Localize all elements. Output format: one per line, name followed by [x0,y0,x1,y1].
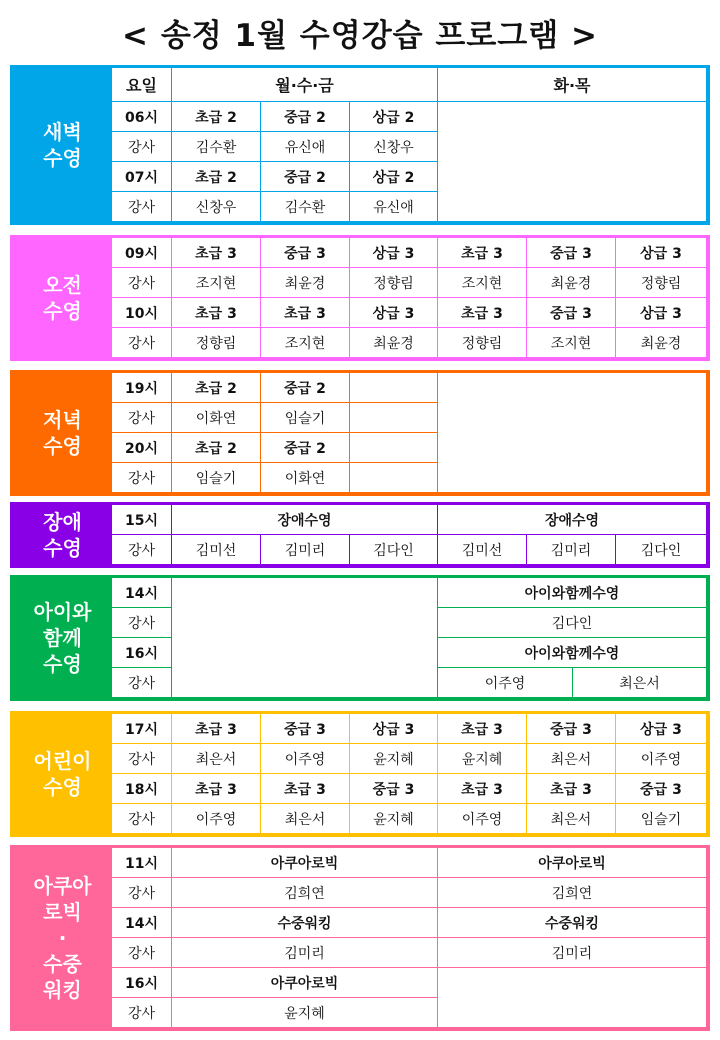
header-tt: 화·목 [438,68,707,102]
instructor-cell: 김미리 [438,938,707,968]
class-level-cell: 중급 2 [261,162,350,192]
class-level-cell: 상급 3 [350,238,438,268]
instructor-cell: 최윤경 [261,268,350,298]
class-level-cell: 중급 3 [261,714,350,744]
class-level-cell: 상급 2 [350,162,438,192]
class-level-cell: 초급 2 [172,162,261,192]
time-cell: 10시 [112,298,172,328]
instructor-cell [350,403,438,433]
instructor-cell: 유신애 [261,132,350,162]
instructor-cell: 이화연 [261,463,350,493]
class-level-cell: 중급 3 [527,238,616,268]
class-level-cell: 중급 2 [261,373,350,403]
instructor-cell: 조지현 [172,268,261,298]
time-cell: 07시 [112,162,172,192]
instructor-cell: 조지현 [261,328,350,358]
section-label: 저녁 수영 [13,373,112,493]
class-level-cell: 장애수영 [172,505,438,535]
time-cell: 14시 [112,578,172,608]
time-cell: 강사 [112,192,172,222]
class-level-cell: 중급 3 [616,774,707,804]
section-label: 새벽 수영 [13,68,112,222]
instructor-cell: 김미선 [438,535,527,565]
class-level-cell: 수중워킹 [438,908,707,938]
time-cell: 강사 [112,804,172,834]
instructor-cell: 최은서 [527,744,616,774]
instructor-cell: 정향림 [616,268,707,298]
page-title: < 송정 1월 수영강습 프로그램 > [122,18,598,54]
time-cell: 강사 [112,463,172,493]
instructor-cell: 윤지혜 [350,804,438,834]
instructor-cell: 최윤경 [527,268,616,298]
instructor-cell: 이주영 [172,804,261,834]
class-level-cell: 상급 3 [616,238,707,268]
class-level-cell: 초급 2 [172,373,261,403]
instructor-cell: 정향림 [350,268,438,298]
instructor-cell: 정향림 [438,328,527,358]
instructor-cell: 김수환 [172,132,261,162]
instructor-cell: 김다인 [350,535,438,565]
time-cell: 강사 [112,938,172,968]
class-level-cell: 초급 3 [172,714,261,744]
class-level-cell: 상급 3 [616,298,707,328]
time-cell: 14시 [112,908,172,938]
instructor-cell: 최은서 [172,744,261,774]
class-level-cell: 중급 3 [261,238,350,268]
program-section [10,575,710,701]
header-mwf: 월·수·금 [172,68,438,102]
section-label: 어린이 수영 [13,714,112,834]
instructor-cell: 김희연 [172,878,438,908]
instructor-cell: 김희연 [438,878,707,908]
instructor-cell: 이화연 [172,403,261,433]
time-cell: 06시 [112,102,172,132]
instructor-cell [350,463,438,493]
class-level-cell: 초급 3 [172,298,261,328]
instructor-cell: 윤지혜 [172,998,438,1028]
class-level-cell: 상급 3 [350,714,438,744]
class-level-cell [350,433,438,463]
class-level-cell: 초급 3 [438,774,527,804]
instructor-cell: 임슬기 [261,403,350,433]
instructor-cell: 윤지혜 [350,744,438,774]
class-level-cell: 수중워킹 [172,908,438,938]
program-section [10,65,710,225]
program-section [10,711,710,837]
instructor-cell: 유신애 [350,192,438,222]
instructor-cell: 이주영 [438,804,527,834]
time-cell: 15시 [112,505,172,535]
class-level-cell: 중급 3 [350,774,438,804]
instructor-cell: 이주영 [616,744,707,774]
instructor-cell: 김미리 [261,535,350,565]
instructor-cell: 김미선 [172,535,261,565]
section-label: 아쿠아 로빅 · 수중 워킹 [13,848,112,1028]
class-level-cell: 아쿠아로빅 [172,968,438,998]
instructor-cell: 김다인 [438,608,707,638]
section-label: 장애 수영 [13,505,112,565]
time-cell: 20시 [112,433,172,463]
class-level-cell: 초급 2 [172,102,261,132]
class-level-cell: 상급 3 [616,714,707,744]
time-cell: 18시 [112,774,172,804]
class-level-cell: 상급 2 [350,102,438,132]
empty-block [438,968,707,1028]
class-level-cell: 초급 3 [438,298,527,328]
instructor-cell: 최은서 [573,668,707,698]
time-cell: 16시 [112,968,172,998]
class-level-cell: 아쿠아로빅 [438,848,707,878]
class-level-cell: 초급 3 [527,774,616,804]
instructor-cell: 임슬기 [172,463,261,493]
instructor-cell: 김미리 [527,535,616,565]
time-cell: 강사 [112,403,172,433]
class-level-cell: 초급 3 [438,714,527,744]
instructor-cell: 조지현 [527,328,616,358]
time-cell: 강사 [112,328,172,358]
class-level-cell: 중급 3 [527,714,616,744]
class-level-cell: 초급 3 [172,774,261,804]
time-cell: 강사 [112,608,172,638]
class-level-cell: 초급 3 [261,298,350,328]
instructor-cell: 최은서 [261,804,350,834]
header-day: 요일 [112,68,172,102]
class-level-cell: 상급 3 [350,298,438,328]
class-level-cell: 아쿠아로빅 [172,848,438,878]
class-level-cell [350,373,438,403]
instructor-cell: 최윤경 [350,328,438,358]
time-cell: 강사 [112,268,172,298]
class-level-cell: 초급 3 [172,238,261,268]
instructor-cell: 김수환 [261,192,350,222]
instructor-cell: 임슬기 [616,804,707,834]
class-level-cell: 아이와함께수영 [438,578,707,608]
program-section [10,370,710,496]
time-cell: 강사 [112,535,172,565]
class-level-cell: 장애수영 [438,505,707,535]
instructor-cell: 최윤경 [616,328,707,358]
time-cell: 16시 [112,638,172,668]
time-cell: 17시 [112,714,172,744]
time-cell: 11시 [112,848,172,878]
instructor-cell: 이주영 [261,744,350,774]
empty-block [172,578,438,698]
time-cell: 강사 [112,878,172,908]
section-label: 오전 수영 [13,238,112,358]
program-section [10,845,710,1031]
class-level-cell: 중급 3 [527,298,616,328]
instructor-cell: 조지현 [438,268,527,298]
class-level-cell: 중급 2 [261,102,350,132]
instructor-cell: 김다인 [616,535,707,565]
time-cell: 19시 [112,373,172,403]
empty-block [438,102,707,222]
time-cell: 강사 [112,132,172,162]
program-section [10,235,710,361]
class-level-cell: 초급 3 [261,774,350,804]
instructor-cell: 윤지혜 [438,744,527,774]
instructor-cell: 최은서 [527,804,616,834]
time-cell: 강사 [112,998,172,1028]
class-level-cell: 아이와함께수영 [438,638,707,668]
instructor-cell: 김미리 [172,938,438,968]
program-section [10,502,710,568]
instructor-cell: 정향림 [172,328,261,358]
time-cell: 강사 [112,668,172,698]
instructor-cell: 이주영 [438,668,573,698]
class-level-cell: 초급 3 [438,238,527,268]
time-cell: 강사 [112,744,172,774]
class-level-cell: 초급 2 [172,433,261,463]
time-cell: 09시 [112,238,172,268]
empty-block [438,373,707,493]
section-label: 아이와 함께 수영 [13,578,112,698]
class-level-cell: 중급 2 [261,433,350,463]
instructor-cell: 신창우 [350,132,438,162]
instructor-cell: 신창우 [172,192,261,222]
